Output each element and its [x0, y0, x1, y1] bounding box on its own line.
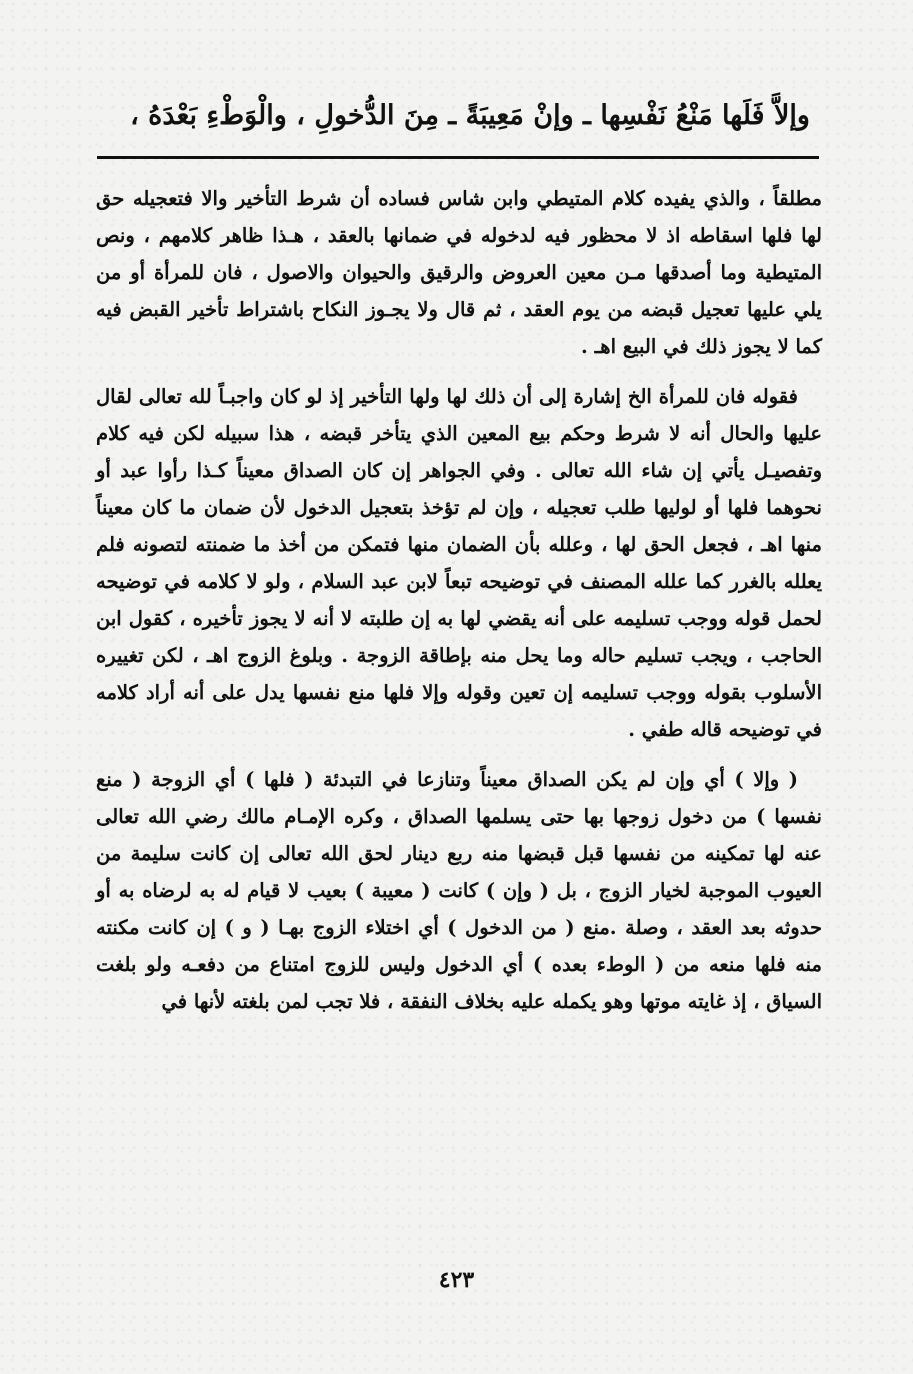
- body-text: [96, 180, 822, 1020]
- paragraph-2: فقوله فان للمرأة الخ إشارة إلى أن ذلك لها ولها التأخير إذ لو كان واجبـاً لله تعالى لقال عليها والحال أنه لا شرط وحكم بيع المعين الذي يتأخر قبضه ، هذا سبيله لكن فيه كلام وتفصيـل يأتي إن شاء الله تعالى . وفي الجواهر إن كان الصداق معيناً كـذا رأوا عبد أو نحوهما فلها أو لوليها طلب تعجيله ، وإن لم تؤخذ بتعجيل الدخول لأن ضمان ما كان معيناً منها اهـ ، فجعل الحق لها ، وعلله بأن الضمان منها فتمكن من أخذ ما ضمنته لتصونه فلم يعلله بالغرر كما علله المصنف في توضيحه تبعاً لابن عبد السلام ، ولو لا كلامه في توضيحه لحمل قوله ووجب تسليمه على أنه يقضي لها به إن طلبته لا أنه لا يجوز تأخيره ، كقول ابن الحاجب ، ويجب تسليم حاله وما يحل منه بإطاقة الزوجة . وبلوغ الزوج اهـ ، لكن تغييره الأسلوب بقوله ووجب تسليمه إن تعين وقوله وإلا فلها منع نفسها يدل على أنه أراد كلامه في توضيحه قاله طفي .: [96, 385, 822, 741]
- paragraph-3: ( وإلا ) أي وإن لم يكن الصداق معيناً وتنازعا في التبدئة ( فلها ) أي الزوجة ( منع نفسها ) من دخول زوجها بها حتى يسلمها الصداق ، وكره الإمـام مالك رضي الله تعالى عنه لها تمكينه من نفسها قبل قبضها منه ربع دينار لحق الله تعالى إن كانت سليمة من العيوب الموجبة لخيار الزوج ، بل ( وإن ) كانت ( معيبة ) بعيب لا قيام له به لرضاه به أو حدوثه بعد العقد ، وصلة .منع ( من الدخول ) أي اختلاء الزوج بهـا ( و ) إن كانت مكنته منه فلها منعه من ( الوطء بعده ) أي الدخول وليس للزوج امتناع من دفعـه ولو بلغت السياق ، إذ غايته موتها وهو يكمله عليه بخلاف النفقة ، فلا تجب لمن بلغته لأنها في: [96, 768, 822, 1013]
- header-divider: [97, 156, 819, 159]
- page-header: وإلاَّ فَلَها مَنْعُ نَفْسِها ـ وإنْ مَعِيبَةً ـ مِنَ الدُّخولِ ، والْوَطْءِ بَعْدَهُ ،: [130, 100, 810, 131]
- page-number: ٤٢٣: [438, 1267, 475, 1293]
- paragraph-1: مطلقاً ، والذي يفيده كلام المتيطي وابن شاس فساده أن شرط التأخير والا فتعجيله حق لها فلها اسقاطه اذ لا محظور فيه لدخوله في ضمانها بالعقد ، هـذا ظاهر كلامهم ، ونص المتيطية وما أصدقها مـن معين العروض والرقيق والحيوان والاصول ، فان للمرأة أو من يلي عليها تعجيل قبضه من يوم العقد ، ثم قال ولا يجـوز النكاح باشتراط تأخير القبض فيه كما لا يجوز ذلك في البيع اهـ .: [96, 187, 822, 358]
